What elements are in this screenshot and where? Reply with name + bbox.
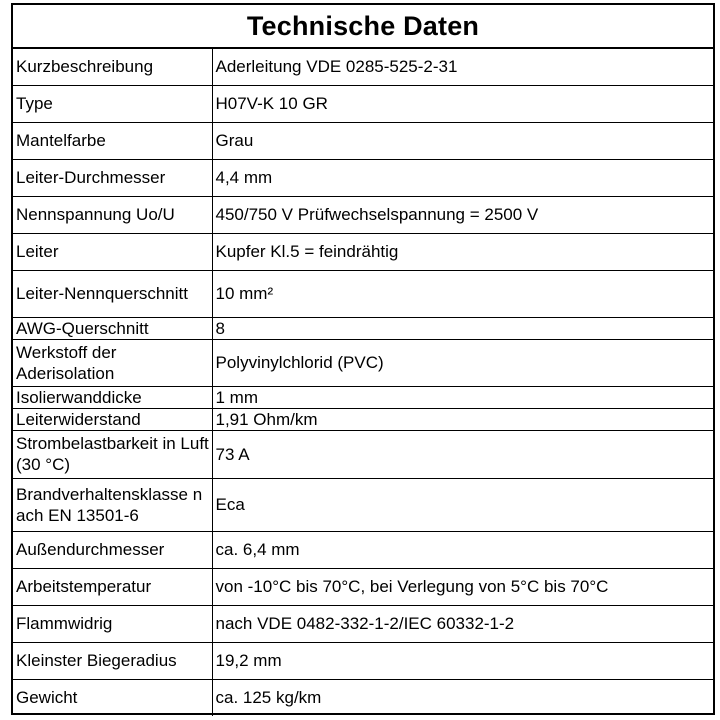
table-row xyxy=(13,49,713,85)
spec-label: Flammwidrig xyxy=(13,605,212,642)
spec-label: Kleinster Biegeradius xyxy=(13,642,212,679)
spec-label: Leiter xyxy=(13,233,212,270)
spec-label: Leiterwiderstand xyxy=(13,408,212,430)
table-row xyxy=(13,430,713,478)
table-row xyxy=(13,531,713,568)
table-row xyxy=(13,679,713,716)
spec-label: Werkstoff der Aderisolation xyxy=(13,339,212,386)
spec-label: Type xyxy=(13,85,212,122)
sheet-title: Technische Daten xyxy=(13,5,713,49)
spec-value: 19,2 mm xyxy=(212,642,713,679)
spec-label: Mantelfarbe xyxy=(13,122,212,159)
spec-value: Eca xyxy=(212,478,713,531)
table-row xyxy=(13,568,713,605)
table-row xyxy=(13,233,713,270)
spec-value: ca. 125 kg/km xyxy=(212,679,713,716)
spec-label: Nennspannung Uo/U xyxy=(13,196,212,233)
spec-table xyxy=(13,49,713,716)
spec-label: Leiter-Durchmesser xyxy=(13,159,212,196)
spec-label: Gewicht xyxy=(13,679,212,716)
table-row xyxy=(13,122,713,159)
table-row xyxy=(13,196,713,233)
table-row xyxy=(13,339,713,386)
table-row xyxy=(13,317,713,339)
spec-value: 73 A xyxy=(212,430,713,478)
spec-value: nach VDE 0482-332-1-2/IEC 60332-1-2 xyxy=(212,605,713,642)
spec-label: Strombelastbarkeit in Luft (30 °C) xyxy=(13,430,212,478)
table-row xyxy=(13,605,713,642)
spec-value: Aderleitung VDE 0285-525-2-31 xyxy=(212,49,713,85)
table-row xyxy=(13,270,713,317)
technical-data-sheet xyxy=(11,3,715,715)
spec-value: Polyvinylchlorid (PVC) xyxy=(212,339,713,386)
spec-value: 1,91 Ohm/km xyxy=(212,408,713,430)
spec-value: 450/750 V Prüfwechselspannung = 2500 V xyxy=(212,196,713,233)
spec-label: Brandverhaltensklasse nach EN 13501-6 xyxy=(13,478,212,531)
spec-value: von -10°C bis 70°C, bei Verlegung von 5°C bis 70°C xyxy=(212,568,713,605)
spec-value: 4,4 mm xyxy=(212,159,713,196)
spec-value: H07V-K 10 GR xyxy=(212,85,713,122)
table-row xyxy=(13,386,713,408)
table-row xyxy=(13,85,713,122)
spec-value: 8 xyxy=(212,317,713,339)
spec-label: Außendurchmesser xyxy=(13,531,212,568)
table-row xyxy=(13,159,713,196)
spec-label: Arbeitstemperatur xyxy=(13,568,212,605)
spec-value: 10 mm² xyxy=(212,270,713,317)
spec-value: ca. 6,4 mm xyxy=(212,531,713,568)
spec-value: Kupfer Kl.5 = feindrähtig xyxy=(212,233,713,270)
spec-value: Grau xyxy=(212,122,713,159)
table-row xyxy=(13,642,713,679)
spec-label: Kurzbeschreibung xyxy=(13,49,212,85)
table-row xyxy=(13,478,713,531)
spec-value: 1 mm xyxy=(212,386,713,408)
spec-label: AWG-Querschnitt xyxy=(13,317,212,339)
table-row xyxy=(13,408,713,430)
spec-label: Leiter-Nennquerschnitt xyxy=(13,270,212,317)
spec-label: Isolierwanddicke xyxy=(13,386,212,408)
